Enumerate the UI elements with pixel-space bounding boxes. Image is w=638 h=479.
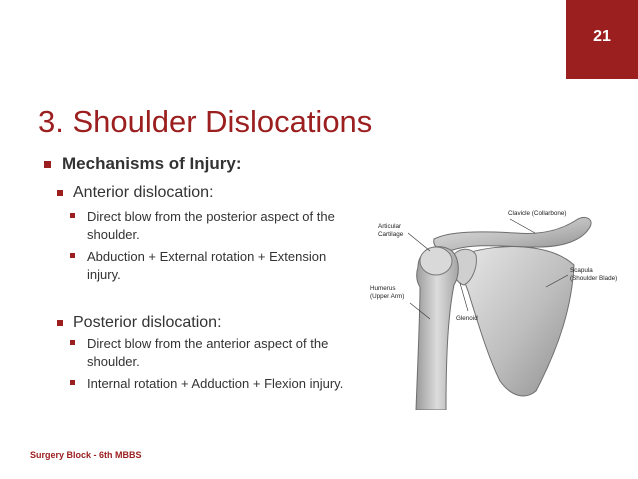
anterior-item-1: Direct blow from the posterior aspect of the shoulder.: [70, 208, 355, 244]
slide-footer: Surgery Block - 6th MBBS: [30, 450, 142, 460]
mechanisms-heading-item: [44, 154, 241, 174]
posterior-heading: Posterior dislocation:: [73, 314, 222, 331]
label-cartilage: Cartilage: [378, 231, 404, 238]
shoulder-anatomy-diagram: [360, 195, 630, 410]
humeral-head: [420, 247, 452, 275]
bullet-icon: [70, 340, 75, 345]
bullet-icon: [57, 190, 63, 196]
label-shoulder-blade: (Shoulder Blade): [570, 275, 618, 282]
label-articular: Articular: [378, 223, 402, 230]
slide-number-box: [566, 0, 638, 79]
posterior-item-2: Internal rotation + Adduction + Flexion injury.: [70, 375, 355, 393]
posterior-item-1: Direct blow from the anterior aspect of the shoulder.: [70, 335, 355, 371]
anterior-heading: Anterior dislocation:: [73, 184, 214, 201]
label-scapula: Scapula: [570, 267, 593, 274]
bullet-icon: [44, 161, 51, 168]
posterior-heading-item: [57, 314, 222, 332]
anterior-heading-item: [57, 184, 214, 202]
label-clavicle: Clavicle (Collarbone): [508, 210, 567, 217]
bullet-icon: [57, 320, 63, 326]
bullet-icon: [70, 253, 75, 258]
slide-title: 3. Shoulder Dislocations: [38, 104, 373, 139]
scapula-bone: [464, 247, 575, 396]
slide-number: 21: [593, 28, 611, 45]
anterior-item-2: Abduction + External rotation + Extension injury.: [70, 248, 355, 284]
label-glenoid: Glenoid: [456, 315, 478, 322]
mechanisms-heading: Mechanisms of Injury:: [62, 154, 242, 173]
bullet-icon: [70, 213, 75, 218]
clavicle-bone: [434, 217, 591, 250]
label-upper-arm: (Upper Arm): [370, 293, 405, 300]
bullet-icon: [70, 380, 75, 385]
label-humerus: Humerus: [370, 285, 396, 292]
